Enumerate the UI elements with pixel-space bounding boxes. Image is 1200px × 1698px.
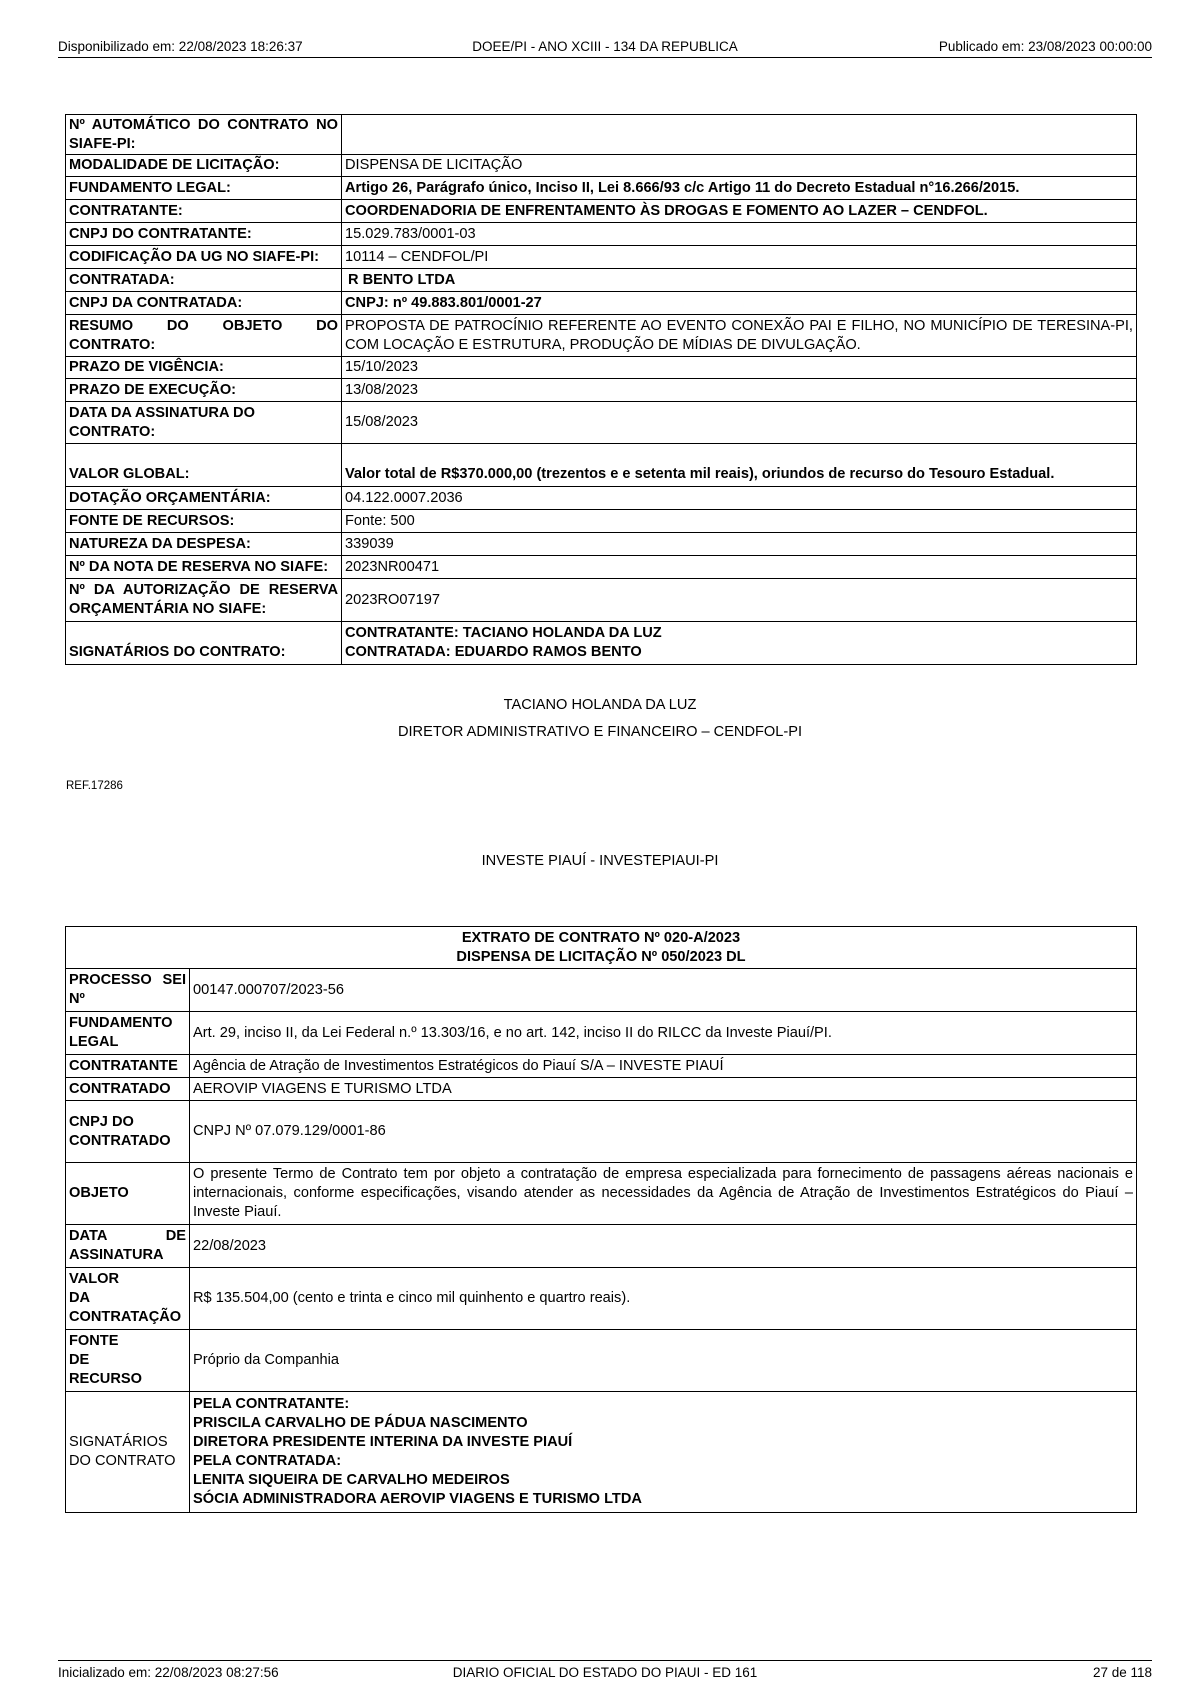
row-label: Nº DA NOTA DE RESERVA NO SIAFE: <box>66 556 342 579</box>
table-row <box>66 402 1137 444</box>
row-value: 00147.000707/2023-56 <box>190 969 1137 1012</box>
row-value: COORDENADORIA DE ENFRENTAMENTO ÀS DROGAS E FOMENTO AO LAZER – CENDFOL. <box>342 200 1137 223</box>
reference-number: REF.17286 <box>66 780 123 792</box>
header-available-date: Disponibilizado em: 22/08/2023 18:26:37 <box>58 39 303 54</box>
row-value: 15.029.783/0001-03 <box>342 223 1137 246</box>
table-row <box>66 1225 1137 1268</box>
row-value <box>342 115 1137 155</box>
signature-role: DIRETOR ADMINISTRATIVO E FINANCEIRO – CENDFOL-PI <box>397 724 803 740</box>
row-value: Art. 29, inciso II, da Lei Federal n.º 13.303/16, e no art. 142, inciso II do RILCC da Investe Piauí/PI. <box>190 1012 1137 1055</box>
row-value: AEROVIP VIAGENS E TURISMO LTDA <box>190 1078 1137 1101</box>
signatory-line: PELA CONTRATANTE: <box>193 1396 350 1412</box>
row-label: DATA DA ASSINATURA DO CONTRATO: <box>66 402 342 444</box>
table-row <box>66 1012 1137 1055</box>
table-row <box>66 1268 1137 1330</box>
row-label: SIGNATÁRIOS DO CONTRATO: <box>66 622 342 665</box>
signatory-line: SÓCIA ADMINISTRADORA AEROVIP VIAGENS E TURISMO LTDA <box>193 1491 642 1507</box>
table-row <box>66 1330 1137 1392</box>
table-row <box>66 1101 1137 1163</box>
row-label: MODALIDADE DE LICITAÇÃO: <box>66 155 342 177</box>
row-value: R$ 135.504,00 (cento e trinta e cinco mil quinhento e quartro reais). <box>190 1268 1137 1330</box>
row-label <box>66 1101 190 1163</box>
table-row <box>66 622 1137 665</box>
header-edition: DOEE/PI - ANO XCIII - 134 DA REPUBLICA <box>472 39 738 54</box>
footer-initialized-date: Inicializado em: 22/08/2023 08:27:56 <box>58 1665 279 1680</box>
row-label: CONTRATANTE <box>66 1055 190 1078</box>
table-row <box>66 1078 1137 1101</box>
row-label: PRAZO DE VIGÊNCIA: <box>66 357 342 379</box>
page-header <box>58 39 1152 58</box>
signatories-cell <box>190 1392 1137 1513</box>
row-value: 2023NR00471 <box>342 556 1137 579</box>
table-row <box>66 1055 1137 1078</box>
extract-title: EXTRATO DE CONTRATO Nº 020-A/2023 <box>461 929 741 946</box>
page-footer <box>58 1660 1152 1681</box>
row-label: FONTE DE RECURSOS: <box>66 510 342 533</box>
table-row <box>66 969 1137 1012</box>
row-value: DISPENSA DE LICITAÇÃO <box>342 155 1137 177</box>
table-row <box>66 292 1137 315</box>
header-published-date: Publicado em: 23/08/2023 00:00:00 <box>938 39 1152 54</box>
row-value: Artigo 26, Parágrafo único, Inciso II, Lei 8.666/93 c/c Artigo 11 do Decreto Estadual n°16.266/2015. <box>342 177 1137 200</box>
row-label: CONTRATADA: <box>66 269 342 292</box>
row-value: 10114 – CENDFOL/PI <box>342 246 1137 269</box>
row-label: PROCESSO SEI Nº <box>66 969 190 1012</box>
contract-investe-piaui-table <box>65 926 1137 1513</box>
signatory-line: DIRETORA PRESIDENTE INTERINA DA INVESTE PIAUÍ <box>193 1434 573 1450</box>
row-value: Próprio da Companhia <box>190 1330 1137 1392</box>
signatories-cell <box>342 622 1137 665</box>
row-label-text: SIGNATÁRIOS DO CONTRATO <box>69 1434 176 1469</box>
row-value: Valor total de R$370.000,00 (trezentos e e setenta mil reais), oriundos de recurso do Tesouro Estadual. <box>342 444 1137 487</box>
contract-cendfol-table <box>65 114 1137 665</box>
row-label: RESUMO DO OBJETO DO CONTRATO: <box>66 315 342 357</box>
table-row <box>66 269 1137 292</box>
row-value: 15/08/2023 <box>342 402 1137 444</box>
table-row <box>66 177 1137 200</box>
row-value: 339039 <box>342 533 1137 556</box>
row-label: OBJETO <box>66 1163 190 1225</box>
table-row <box>66 487 1137 510</box>
row-label-text: CNPJ DO CONTRATADO <box>69 1113 171 1149</box>
row-value: 22/08/2023 <box>190 1225 1137 1268</box>
signatory-contractor: CONTRATANTE: TACIANO HOLANDA DA LUZ <box>345 625 662 641</box>
table-row <box>66 223 1137 246</box>
row-label-text: FONTE DE RECURSO <box>69 1333 142 1387</box>
extract-title-cell <box>66 927 1137 969</box>
row-label <box>66 1330 190 1392</box>
row-label: Nº DA AUTORIZAÇÃO DE RESERVA ORÇAMENTÁRIA NO SIAFE: <box>66 579 342 622</box>
row-label: FUNDAMENTO LEGAL <box>66 1012 190 1055</box>
table-row <box>66 1392 1137 1513</box>
table-row <box>66 1163 1137 1225</box>
table-row <box>66 155 1137 177</box>
table-row <box>66 510 1137 533</box>
table-row <box>66 556 1137 579</box>
row-value: O presente Termo de Contrato tem por objeto a contratação de empresa especializada para fornecimento de passagens aéreas nacionais e internacionais, conforme especificações, visando atender as necessidades da Agência de Atração de Investimentos Estratégicos do Piauí – Investe Piauí. <box>190 1163 1137 1225</box>
row-label: DOTAÇÃO ORÇAMENTÁRIA: <box>66 487 342 510</box>
row-value: CNPJ Nº 07.079.129/0001-86 <box>190 1101 1137 1163</box>
row-label: FUNDAMENTO LEGAL: <box>66 177 342 200</box>
row-value: PROPOSTA DE PATROCÍNIO REFERENTE AO EVENTO CONEXÃO PAI E FILHO, NO MUNICÍPIO DE TERESINA-PI, COM LOCAÇÃO E ESTRUTURA, PRODUÇÃO DE MÍDIAS DE DIVULGAÇÃO. <box>342 315 1137 357</box>
row-value: CNPJ: nº 49.883.801/0001-27 <box>342 292 1137 315</box>
table-title-row <box>66 927 1137 969</box>
row-label: Nº AUTOMÁTICO DO CONTRATO NO SIAFE-PI: <box>66 115 342 155</box>
row-value: Fonte: 500 <box>342 510 1137 533</box>
row-label <box>66 1268 190 1330</box>
table-row <box>66 579 1137 622</box>
table-row <box>66 200 1137 223</box>
row-label <box>66 1392 190 1513</box>
signatory-contracted: CONTRATADA: EDUARDO RAMOS BENTO <box>345 644 642 660</box>
row-label: CNPJ DO CONTRATANTE: <box>66 223 342 246</box>
signatory-line: PRISCILA CARVALHO DE PÁDUA NASCIMENTO <box>193 1415 528 1431</box>
row-value: Agência de Atração de Investimentos Estratégicos do Piauí S/A – INVESTE PIAUÍ <box>190 1055 1137 1078</box>
table-row <box>66 379 1137 402</box>
table-row <box>66 315 1137 357</box>
row-label: DATA DE ASSINATURA <box>66 1225 190 1268</box>
row-value: 13/08/2023 <box>342 379 1137 402</box>
table-row <box>66 246 1137 269</box>
signature-name: TACIANO HOLANDA DA LUZ <box>503 697 697 713</box>
extract-subtitle: DISPENSA DE LICITAÇÃO Nº 050/2023 DL <box>456 948 746 965</box>
table-row <box>66 444 1137 487</box>
table-row <box>66 115 1137 155</box>
row-value: 15/10/2023 <box>342 357 1137 379</box>
table-row <box>66 533 1137 556</box>
row-label: NATUREZA DA DESPESA: <box>66 533 342 556</box>
signatory-line: PELA CONTRATADA: <box>193 1453 342 1469</box>
footer-page-number: 27 de 118 <box>1092 1665 1152 1680</box>
section-title: INVESTE PIAUÍ - INVESTEPIAUI-PI <box>481 853 719 869</box>
row-label: CONTRATADO <box>66 1078 190 1101</box>
row-label: CNPJ DA CONTRATADA: <box>66 292 342 315</box>
signatory-line: LENITA SIQUEIRA DE CARVALHO MEDEIROS <box>193 1472 510 1488</box>
table-row <box>66 357 1137 379</box>
row-label: CONTRATANTE: <box>66 200 342 223</box>
row-value: 04.122.0007.2036 <box>342 487 1137 510</box>
footer-publication: DIARIO OFICIAL DO ESTADO DO PIAUI - ED 161 <box>452 1665 758 1680</box>
row-value: R BENTO LTDA <box>342 269 1137 292</box>
row-label: CODIFICAÇÃO DA UG NO SIAFE-PI: <box>66 246 342 269</box>
row-label: VALOR GLOBAL: <box>66 444 342 487</box>
row-label-text: VALOR DA CONTRATAÇÃO <box>69 1271 182 1325</box>
row-label: PRAZO DE EXECUÇÃO: <box>66 379 342 402</box>
row-value: 2023RO07197 <box>342 579 1137 622</box>
